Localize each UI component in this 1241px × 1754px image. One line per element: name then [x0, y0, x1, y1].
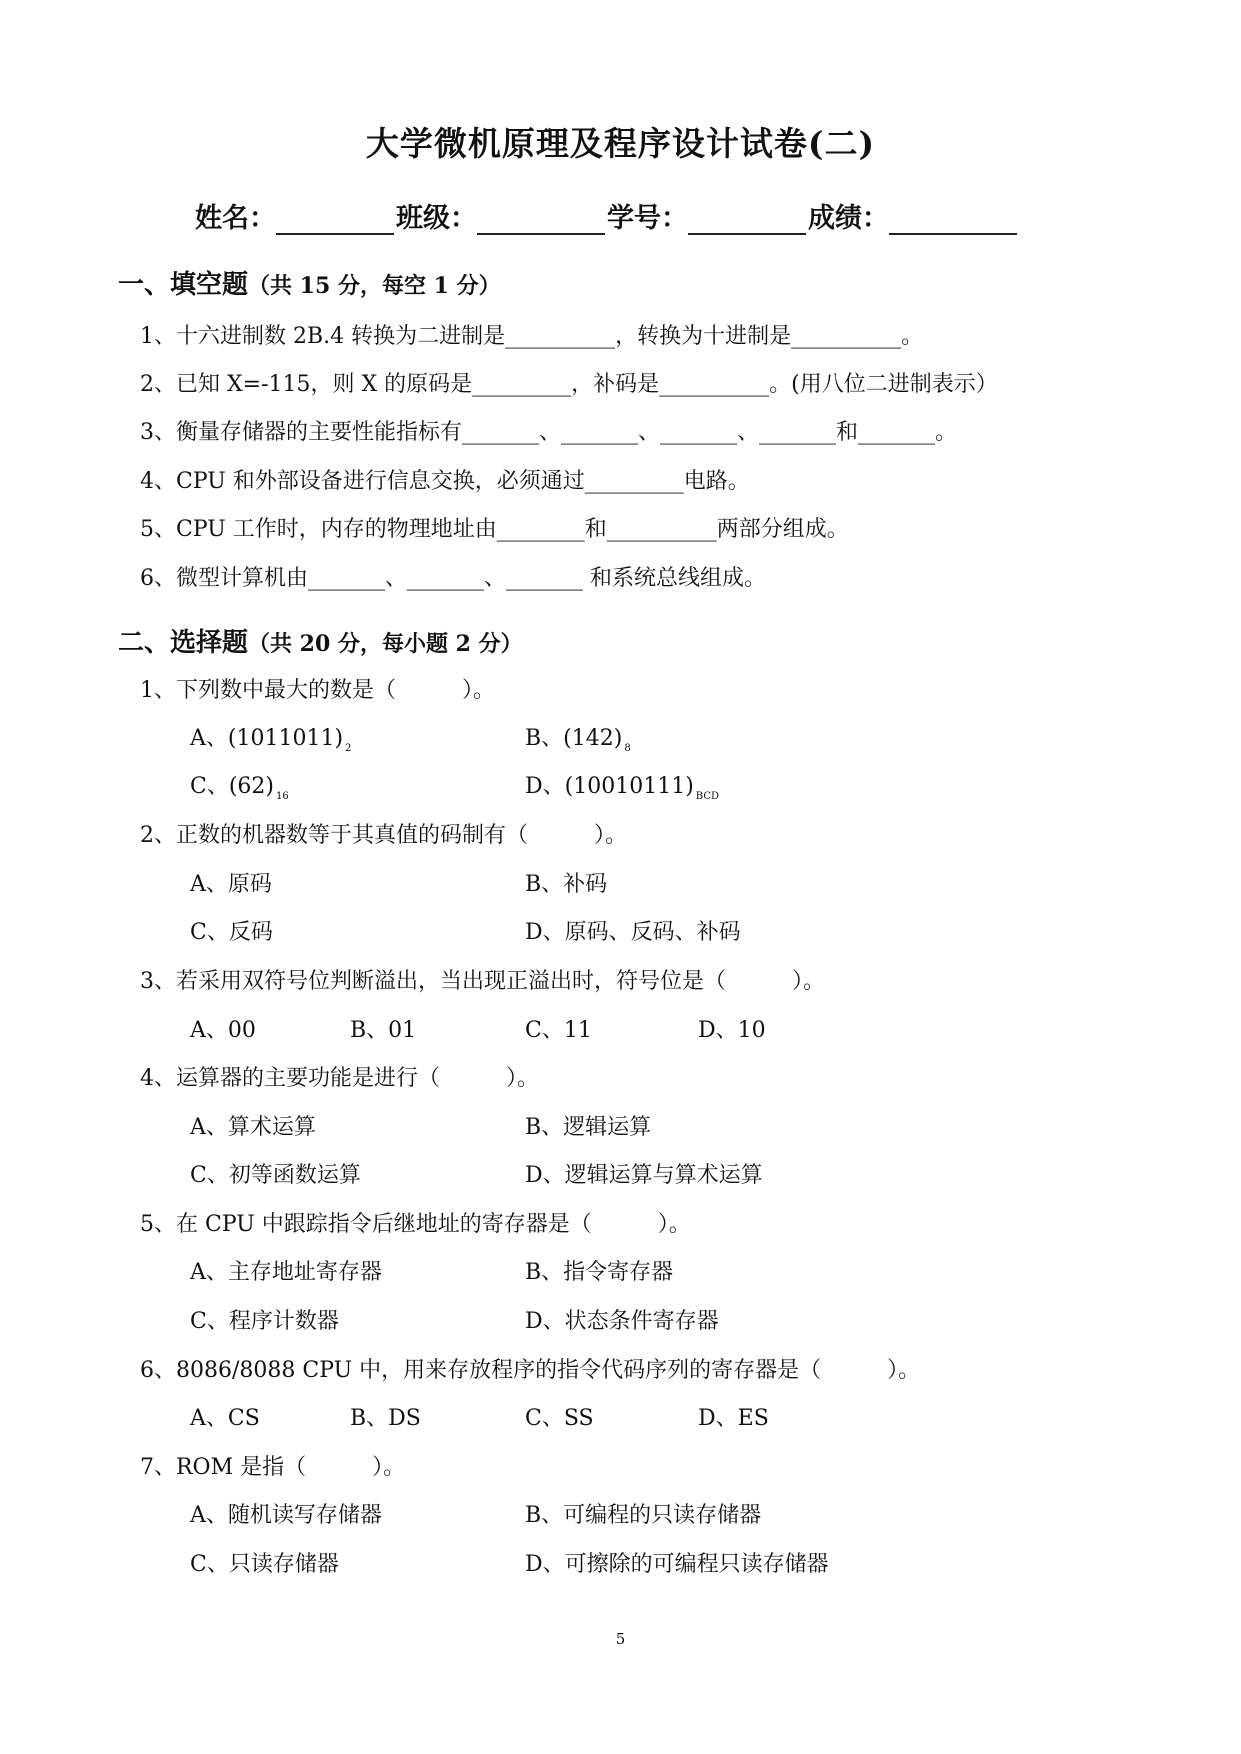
- section-multiple-choice: [118, 622, 523, 659]
- exam-title: 大学微机原理及程序设计试卷(二): [365, 124, 876, 163]
- option-text: C、(62): [190, 774, 274, 799]
- q4-option-b[interactable]: B、逻辑运算: [525, 1115, 652, 1140]
- q5-option-a[interactable]: A、主存地址寄存器: [190, 1260, 382, 1285]
- q3-option-c[interactable]: C、11: [525, 1018, 592, 1043]
- fill-question-3: 3、衡量存储器的主要性能指标有_______、_______、_______、_______和_______。: [140, 420, 957, 445]
- page-number: 5: [615, 1630, 626, 1648]
- section-fill-in: [118, 264, 501, 301]
- class-label: 班级：: [396, 203, 477, 234]
- section-note: （共 20 分，每小题 2 分）: [248, 631, 523, 657]
- student-info-row: [195, 196, 1095, 238]
- choice-question-1: 1、下列数中最大的数是（ ）。: [140, 678, 495, 703]
- q1-option-c[interactable]: [190, 772, 289, 812]
- q3-option-b[interactable]: B、01: [350, 1018, 417, 1043]
- q1-option-a[interactable]: [190, 724, 351, 764]
- q3-option-a[interactable]: A、00: [190, 1018, 256, 1043]
- q2-option-b[interactable]: B、补码: [525, 872, 608, 897]
- option-text: A、(1011011): [190, 726, 344, 751]
- choice-question-5: 5、在 CPU 中跟踪指令后继地址的寄存器是（ ）。: [140, 1212, 691, 1237]
- q7-option-c[interactable]: C、只读存储器: [190, 1552, 339, 1577]
- fill-question-1: 1、十六进制数 2B.4 转换为二进制是__________，转换为十进制是__________。: [140, 324, 924, 349]
- q7-option-b[interactable]: B、可编程的只读存储器: [525, 1503, 762, 1528]
- score-label: 成绩：: [808, 203, 889, 234]
- score-blank[interactable]: [889, 203, 1017, 235]
- choice-question-4: 4、运算器的主要功能是进行（ ）。: [140, 1066, 539, 1091]
- option-text: D、(10010111): [525, 774, 694, 799]
- choice-question-3: 3、若采用双符号位判断溢出，当出现正溢出时，符号位是（ ）。: [140, 969, 825, 994]
- q6-option-d[interactable]: D、ES: [698, 1406, 769, 1431]
- class-blank[interactable]: [477, 203, 605, 235]
- q2-option-c[interactable]: C、反码: [190, 920, 273, 945]
- base-subscript: 8: [624, 743, 631, 754]
- choice-question-6: 6、8086/8088 CPU 中，用来存放程序的指令代码序列的寄存器是（ ）。: [140, 1358, 921, 1383]
- q2-option-a[interactable]: A、原码: [190, 872, 272, 897]
- fill-question-5: 5、CPU 工作时，内存的物理地址由________和__________两部分组成。: [140, 517, 849, 542]
- q2-option-d[interactable]: D、原码、反码、补码: [525, 920, 741, 945]
- q7-option-a[interactable]: A、随机读写存储器: [190, 1503, 382, 1528]
- id-blank[interactable]: [688, 203, 806, 235]
- fill-question-4: 4、CPU 和外部设备进行信息交换，必须通过_________电路。: [140, 469, 750, 494]
- q4-option-d[interactable]: D、逻辑运算与算术运算: [525, 1163, 763, 1188]
- base-subscript: 16: [276, 791, 289, 802]
- q1-option-d[interactable]: [525, 772, 719, 812]
- id-label: 学号：: [607, 203, 688, 234]
- q4-option-c[interactable]: C、初等函数运算: [190, 1163, 361, 1188]
- option-text: B、(142): [525, 726, 623, 751]
- q3-option-d[interactable]: D、10: [698, 1018, 766, 1043]
- q6-option-c[interactable]: C、SS: [525, 1406, 594, 1431]
- section-note: （共 15 分，每空 1 分）: [248, 273, 501, 299]
- base-subscript: BCD: [695, 791, 719, 802]
- q6-option-b[interactable]: B、DS: [350, 1406, 421, 1431]
- choice-question-7: 7、ROM 是指（ ）。: [140, 1455, 406, 1480]
- section-heading: 二、选择题: [118, 628, 249, 658]
- fill-question-2: 2、已知 X=-115，则 X 的原码是_________，补码是__________。(用八位二进制表示）: [140, 372, 998, 397]
- choice-question-2: 2、正数的机器数等于其真值的码制有（ ）。: [140, 823, 627, 848]
- name-blank[interactable]: [276, 203, 394, 235]
- q5-option-b[interactable]: B、指令寄存器: [525, 1260, 674, 1285]
- q5-option-d[interactable]: D、状态条件寄存器: [525, 1309, 719, 1334]
- base-subscript: 2: [345, 743, 352, 754]
- q5-option-c[interactable]: C、程序计数器: [190, 1309, 339, 1334]
- section-heading: 一、填空题: [118, 270, 249, 300]
- name-label: 姓名：: [195, 203, 276, 234]
- q1-option-b[interactable]: [525, 724, 631, 764]
- fill-question-6: 6、微型计算机由_______、_______、_______ 和系统总线组成。: [140, 566, 766, 591]
- q7-option-d[interactable]: D、可擦除的可编程只读存储器: [525, 1552, 829, 1577]
- q6-option-a[interactable]: A、CS: [190, 1406, 260, 1431]
- q4-option-a[interactable]: A、算术运算: [190, 1115, 316, 1140]
